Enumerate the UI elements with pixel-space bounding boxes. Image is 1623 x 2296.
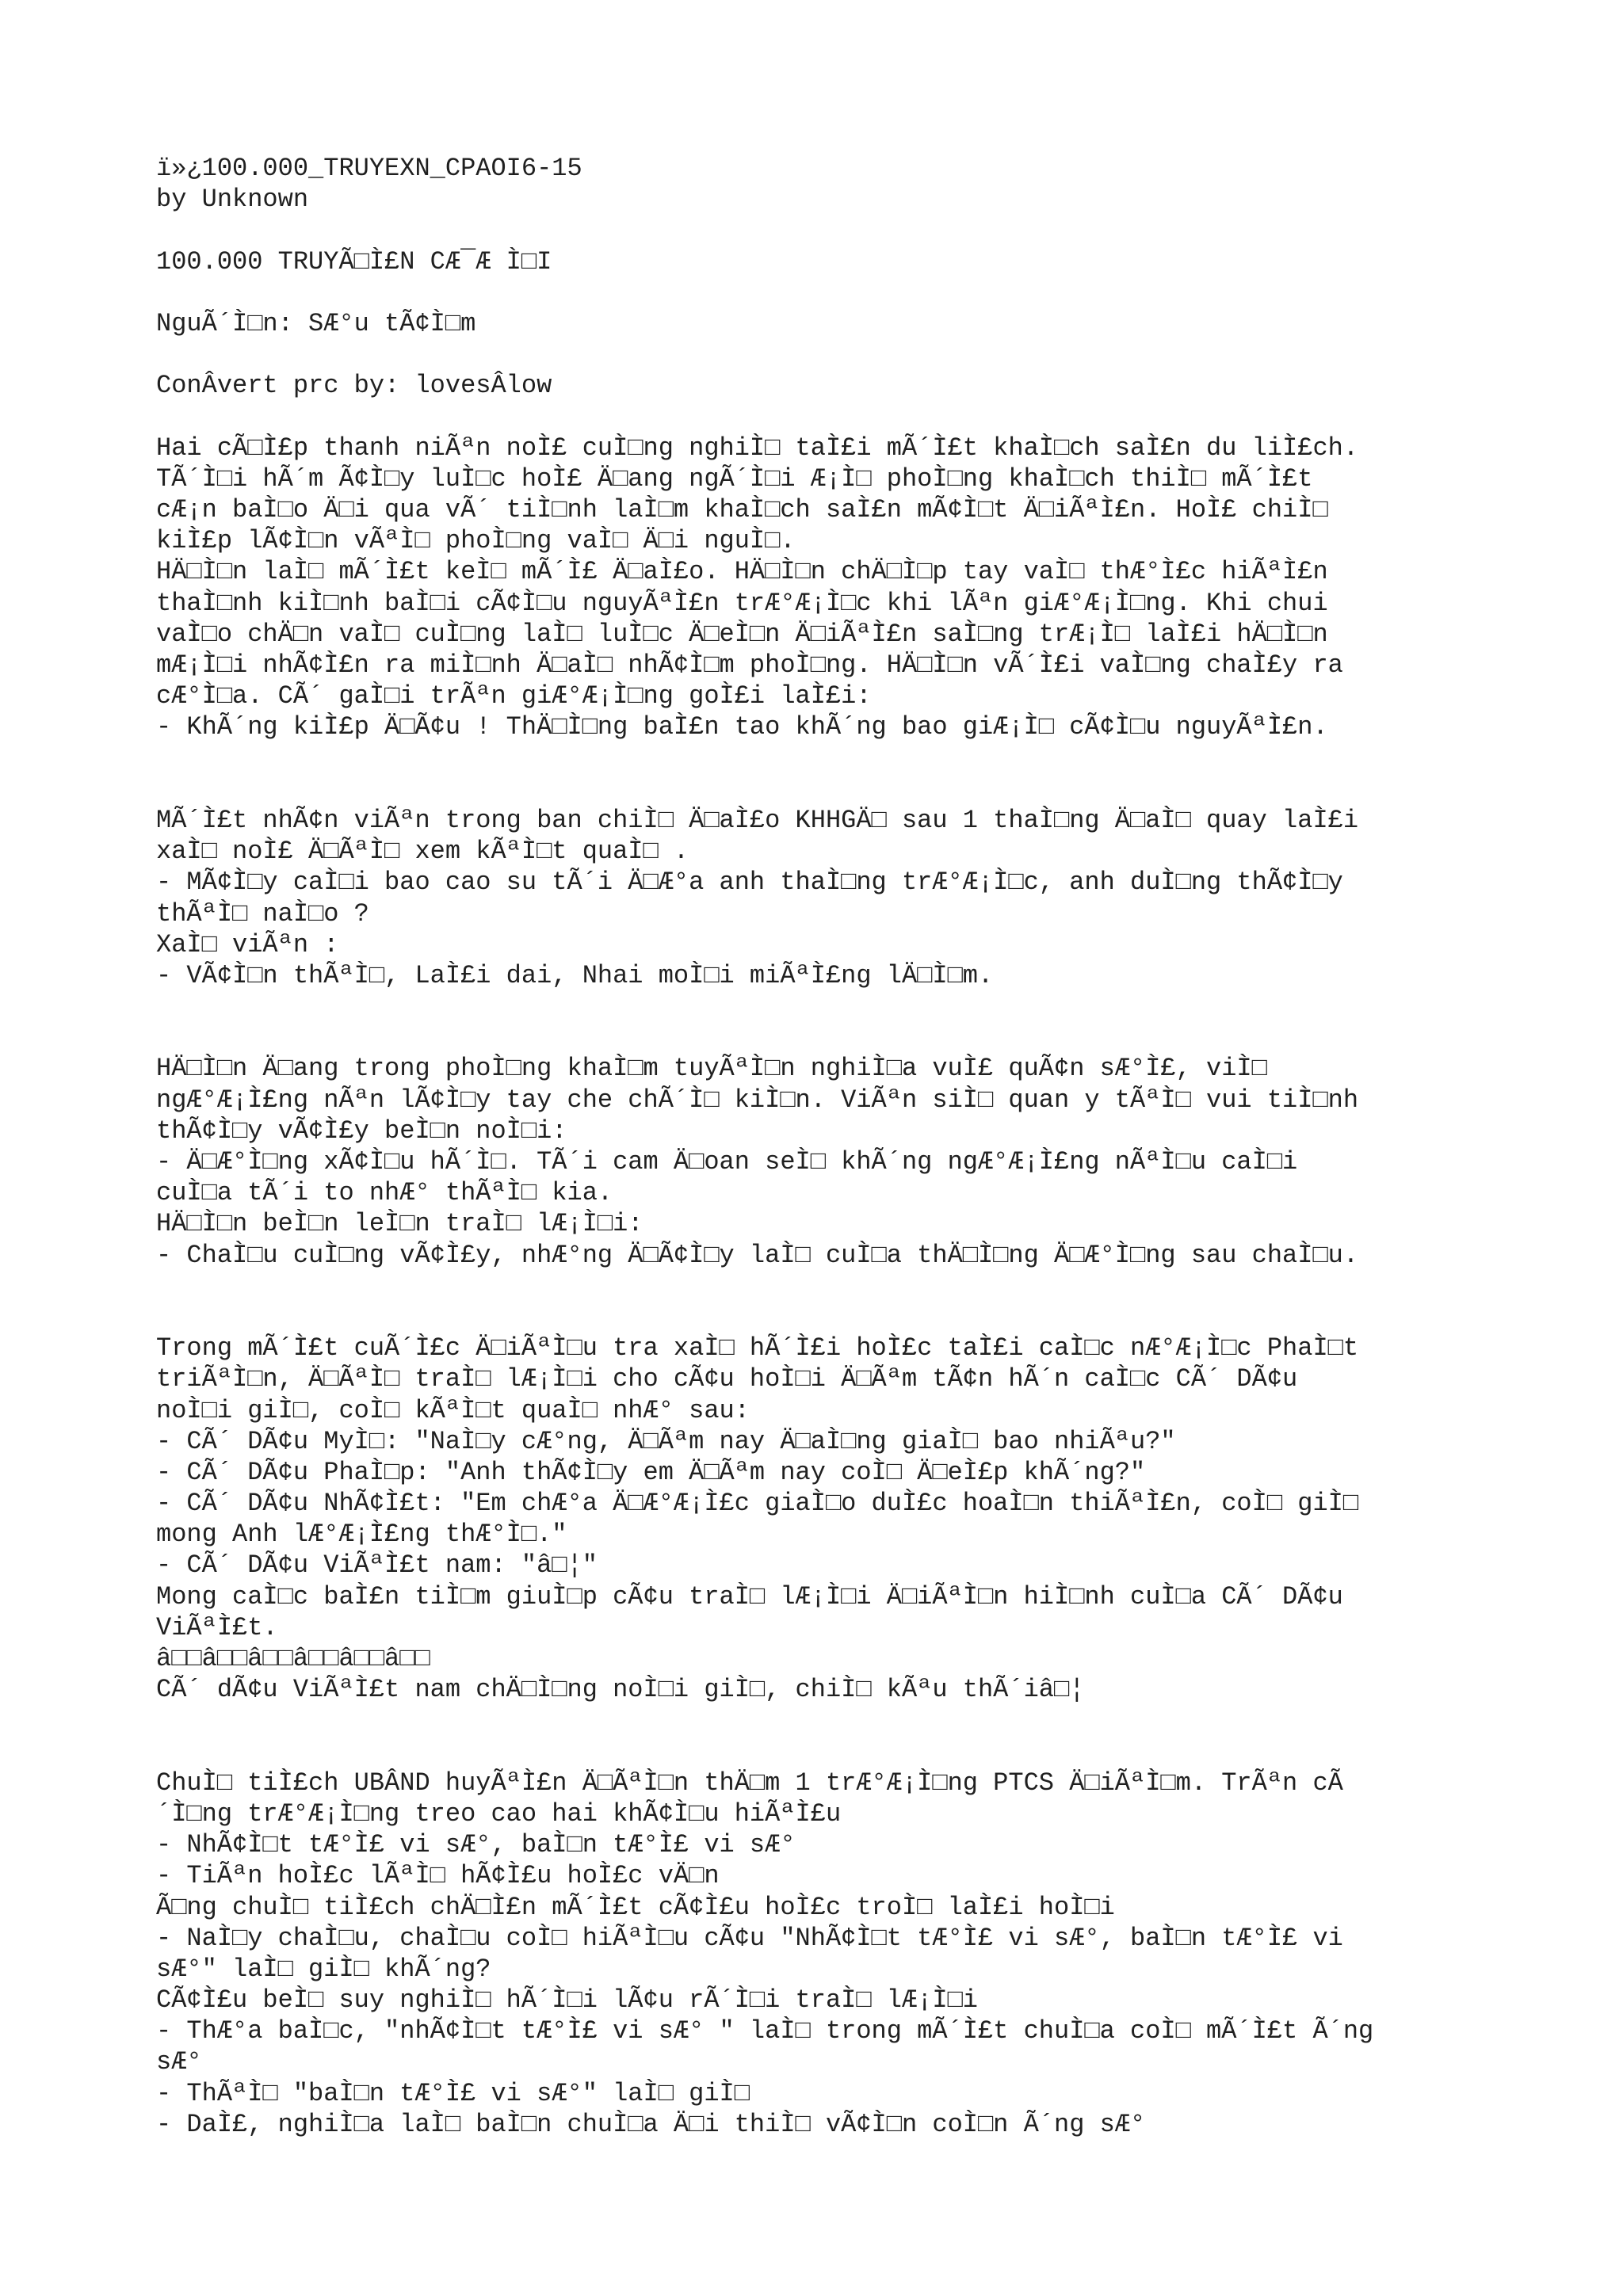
book-title: 100.000 TRUYÃ□Ì£N CÆ¯Æ Ì□I bbox=[156, 246, 552, 277]
text-line: - KhÃ´ng kiÌ£p Ä□Ã¢u ! ThÄ□Ì□ng baÌ£n tao khÃ´ng bao giÆ¡Ì□ cÃ¢Ì□u nguyÃªÌ£n. bbox=[156, 712, 1328, 742]
text-line bbox=[156, 1271, 1503, 1302]
text-line bbox=[156, 991, 1503, 1022]
text-line: cuÌ□a tÃ´i to nhÆ° thÃªÌ□ kia. bbox=[156, 1178, 613, 1208]
text-line: Mong caÌ□c baÌ£n tiÌ□m giuÌ□p cÃ¢u traÌ□ lÆ¡Ì□i Ä□iÃªÌ□n hiÌ□nh cuÌ□a CÃ´ DÃ¢u bbox=[156, 1581, 1343, 1611]
text-line bbox=[156, 743, 1503, 774]
text-line: vaÌ□o chÄ□n vaÌ□ cuÌ□ng laÌ□ luÌ□c Ä□eÌ□n Ä□iÃªÌ£n saÌ□ng trÆ¡Ì□ laÌ£i hÄ□Ì□n bbox=[156, 619, 1328, 649]
text-line: thÃ¢Ì□y vÃ¢Ì£y beÌ□n noÌ□i: bbox=[156, 1116, 567, 1146]
text-line: - CÃ´ DÃ¢u ViÃªÌ£t nam: "â□¦" bbox=[156, 1550, 598, 1581]
text-line bbox=[156, 1705, 1503, 1736]
text-line: cÆ°Ì□a. CÃ´ gaÌ□i trÃªn giÆ°Æ¡Ì□ng goÌ£i laÌ£i: bbox=[156, 681, 872, 711]
text-line: HÄ□Ì□n beÌ□n leÌ□n traÌ□ lÆ¡Ì□i: bbox=[156, 1209, 643, 1239]
text-line: - Ä□Æ°Ì□ng xÃ¢Ì□u hÃ´Ì□. TÃ´i cam Ä□oan seÌ□ khÃ´ng ngÆ°Æ¡Ì£ng nÃªÌ□u caÌ□i bbox=[156, 1147, 1298, 1177]
text-line: Trong mÃ´Ì£t cuÃ´Ì£c Ä□iÃªÌ□u tra xaÌ□ hÃ´Ì£i hoÌ£c taÌ£i caÌ□c nÆ°Æ¡Ì□c PhaÌ□t bbox=[156, 1333, 1359, 1363]
text-line: sÆ° bbox=[156, 2047, 202, 2077]
text-line: â□□â□□â□□â□□â□□â□□ bbox=[156, 1644, 430, 1673]
text-line: mong Anh lÆ°Æ¡Ì£ng thÆ°Ì□." bbox=[156, 1520, 567, 1550]
document-author: by Unknown bbox=[156, 185, 309, 215]
text-line: TÃ´Ì□i hÃ´m Ã¢Ì□y luÌ□c hoÌ£ Ä□ang ngÃ´Ì□i Æ¡Ì□ phoÌ□ng khaÌ□ch thiÌ□ mÃ´Ì£t bbox=[156, 463, 1313, 494]
text-line: mÆ¡Ì□i nhÃ¢Ì£n ra miÌ□nh Ä□aÌ□ nhÃ¢Ì□m phoÌ□ng. HÄ□Ì□n vÃ´Ì£i vaÌ□ng chaÌ£y ra bbox=[156, 650, 1343, 680]
text-line: - ThÃªÌ□ "baÌ□n tÆ°Ì£ vi sÆ°" laÌ□ giÌ□ bbox=[156, 2078, 750, 2108]
text-line: thaÌ□nh kiÌ□nh baÌ□i cÃ¢Ì□u nguyÃªÌ£n trÆ°Æ¡Ì□c khi lÃªn giÆ°Æ¡Ì□ng. Khi chui bbox=[156, 588, 1328, 618]
convert-credit-line: ConÂvert prc by: lovesÂlow bbox=[156, 371, 552, 401]
text-line: CÃ´ dÃ¢u ViÃªÌ£t nam chÄ□Ì□ng noÌ□i giÌ□, chiÌ□ kÃªu thÃ´iâ□¦ bbox=[156, 1675, 1085, 1705]
text-line: - ChaÌ□u cuÌ□ng vÃ¢Ì£y, nhÆ°ng Ä□Ã¢Ì□y laÌ□ cuÌ□a thÄ□Ì□ng Ä□Æ°Ì□ng sau chaÌ□u. bbox=[156, 1240, 1359, 1270]
text-line: CÃ¢Ì£u beÌ□ suy nghiÌ□ hÃ´Ì□i lÃ¢u rÃ´Ì□i traÌ□ lÆ¡Ì□i bbox=[156, 1985, 978, 2016]
document-title: ï»¿100.000_TRUYEXN_CPAOI6-15 bbox=[156, 154, 582, 183]
document-body bbox=[156, 153, 1503, 2171]
text-line: kiÌ£p lÃ¢Ì□n vÃªÌ□ phoÌ□ng vaÌ□ Ä□i nguÌ□. bbox=[156, 526, 796, 556]
text-line: XaÌ□ viÃªn : bbox=[156, 929, 339, 959]
text-line: thÃªÌ□ naÌ□o ? bbox=[156, 898, 369, 929]
text-line: HÄ□Ì□n laÌ□ mÃ´Ì£t keÌ□ mÃ´Ì£ Ä□aÌ£o. HÄ□Ì□n chÄ□Ì□p tay vaÌ□ thÆ°Ì£c hiÃªÌ£n bbox=[156, 557, 1328, 587]
text-line bbox=[156, 1022, 1503, 1053]
text-line: - NhÃ¢Ì□t tÆ°Ì£ vi sÆ°, baÌ□n tÆ°Ì£ vi sÆ° bbox=[156, 1830, 796, 1860]
text-line: noÌ□i giÌ□, coÌ□ kÃªÌ□t quaÌ□ nhÆ° sau: bbox=[156, 1395, 750, 1425]
text-line: triÃªÌ□n, Ä□ÃªÌ□ traÌ□ lÆ¡Ì□i cho cÃ¢u hoÌ□i Ä□Ãªm tÃ¢n hÃ´n caÌ□c CÃ´ DÃ¢u bbox=[156, 1364, 1298, 1394]
text-line: - CÃ´ DÃ¢u MyÌ□: "NaÌ□y cÆ°ng, Ä□Ãªm nay Ä□aÌ□ng giaÌ□ bao nhiÃªu?" bbox=[156, 1426, 1176, 1456]
text-line bbox=[156, 402, 1503, 433]
text-line: sÆ°" laÌ□ giÌ□ khÃ´ng? bbox=[156, 1954, 491, 1984]
source-line: NguÃ´Ì□n: SÆ°u tÃ¢Ì□m bbox=[156, 308, 476, 338]
text-line: ´Ì□ng trÆ°Æ¡Ì□ng treo cao hai khÃ¢Ì□u hiÃªÌ£u bbox=[156, 1798, 842, 1829]
text-line bbox=[156, 774, 1503, 805]
text-line: MÃ´Ì£t nhÃ¢n viÃªn trong ban chiÌ□ Ä□aÌ£o KHHGÄ□ sau 1 thaÌ□ng Ä□aÌ□ quay laÌ£i bbox=[156, 805, 1359, 835]
text-line bbox=[156, 2140, 1503, 2171]
text-line: - MÃ¢Ì□y caÌ□i bao cao su tÃ´i Ä□Æ°a anh thaÌ□ng trÆ°Æ¡Ì□c, anh duÌ□ng thÃ¢Ì□y bbox=[156, 868, 1343, 898]
text-line: - TiÃªn hoÌ£c lÃªÌ□ hÃ¢Ì£u hoÌ£c vÄ□n bbox=[156, 1861, 720, 1891]
text-line: HÄ□Ì□n Ä□ang trong phoÌ□ng khaÌ□m tuyÃªÌ□n nghiÌ□a vuÌ£ quÃ¢n sÆ°Ì£, viÌ□ bbox=[156, 1054, 1267, 1084]
text-line: - ThÆ°a baÌ□c, "nhÃ¢Ì□t tÆ°Ì£ vi sÆ° " laÌ□ trong mÃ´Ì£t chuÌ□a coÌ□ mÃ´Ì£t Ã´ng bbox=[156, 2016, 1374, 2046]
text-line bbox=[156, 1302, 1503, 1333]
text-line: ViÃªÌ£t. bbox=[156, 1612, 278, 1642]
text-line: cÆ¡n baÌ□o Ä□i qua vÃ´ tiÌ□nh laÌ□m khaÌ□ch saÌ£n mÃ¢Ì□t Ä□iÃªÌ£n. HoÌ£ chiÌ□ bbox=[156, 495, 1328, 525]
text-line: Ã□ng chuÌ□ tiÌ£ch chÄ□Ì£n mÃ´Ì£t cÃ¢Ì£u hoÌ£c troÌ□ laÌ£i hoÌ□i bbox=[156, 1892, 1115, 1922]
text-line: Hai cÃ□Ì£p thanh niÃªn noÌ£ cuÌ□ng nghiÌ□ taÌ£i mÃ´Ì£t khaÌ□ch saÌ£n du liÌ£ch. bbox=[156, 433, 1359, 463]
text-line: ngÆ°Æ¡Ì£ng nÃªn lÃ¢Ì□y tay che chÃ´Ì□ kiÌ□n. ViÃªn siÌ□ quan y tÃªÌ□ vui tiÌ□nh bbox=[156, 1085, 1359, 1115]
text-line: - CÃ´ DÃ¢u NhÃ¢Ì£t: "Em chÆ°a Ä□Æ°Æ¡Ì£c giaÌ□o duÌ£c hoaÌ□n thiÃªÌ£n, coÌ□ giÌ□ bbox=[156, 1489, 1359, 1519]
text-line: xaÌ□ noÌ£ Ä□ÃªÌ□ xem kÃªÌ□t quaÌ□ . bbox=[156, 837, 689, 867]
text-line: - CÃ´ DÃ¢u PhaÌ□p: "Anh thÃ¢Ì□y em Ä□Ãªm nay coÌ□ Ä□eÌ£p khÃ´ng?" bbox=[156, 1457, 1146, 1487]
text-line: - VÃ¢Ì□n thÃªÌ□, LaÌ£i dai, Nhai moÌ□i miÃªÌ£ng lÄ□Ì□m. bbox=[156, 960, 994, 990]
text-line bbox=[156, 339, 1503, 370]
text-line bbox=[156, 215, 1503, 246]
text-line: - NaÌ□y chaÌ□u, chaÌ□u coÌ□ hiÃªÌ□u cÃ¢u "NhÃ¢Ì□t tÆ°Ì£ vi sÆ°, baÌ□n tÆ°Ì£ vi bbox=[156, 1923, 1343, 1953]
text-line bbox=[156, 277, 1503, 308]
text-line: - DaÌ£, nghiÌ□a laÌ□ baÌ□n chuÌ□a Ä□i thiÌ□ vÃ¢Ì□n coÌ□n Ã´ng sÆ° bbox=[156, 2109, 1146, 2139]
text-line: ChuÌ□ tiÌ£ch UBÂND huyÃªÌ£n Ä□ÃªÌ□n thÄ□m 1 trÆ°Æ¡Ì□ng PTCS Ä□iÃªÌ□m. TrÃªn cÃ bbox=[156, 1768, 1343, 1798]
text-line bbox=[156, 1737, 1503, 1768]
